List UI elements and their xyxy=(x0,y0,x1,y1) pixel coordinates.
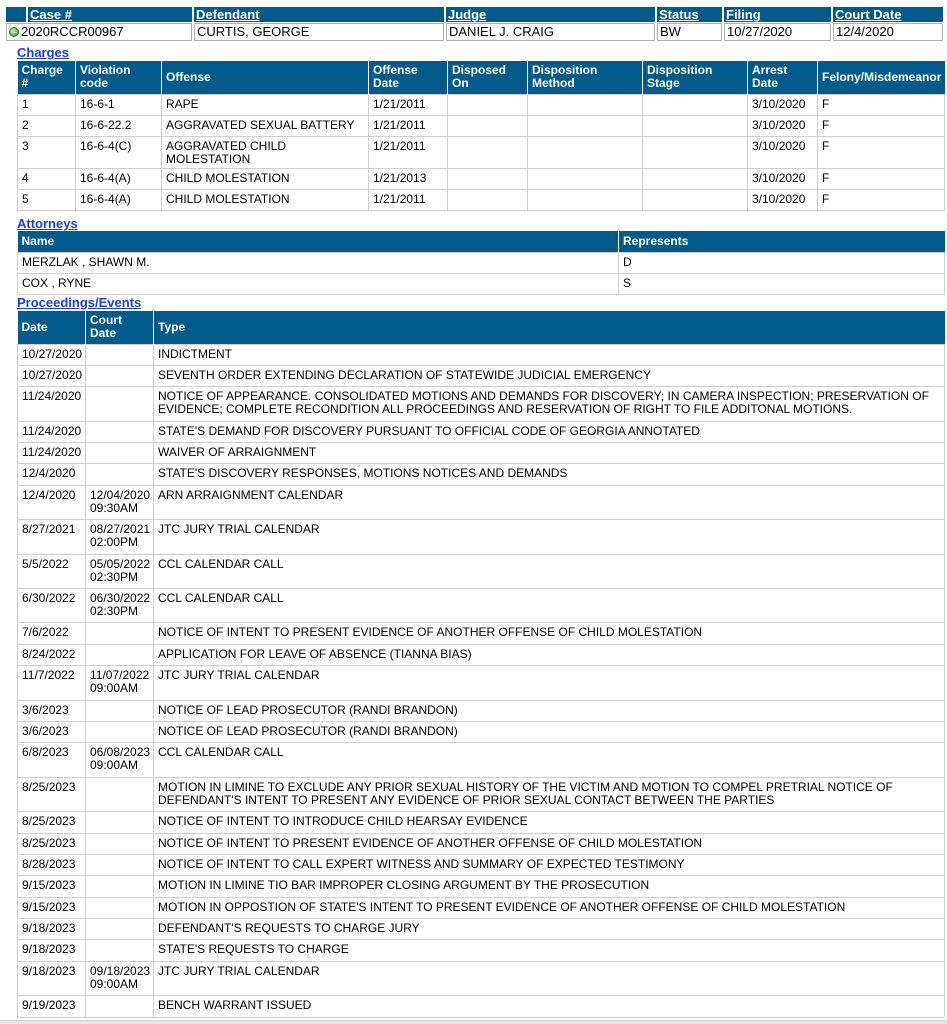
event-date-cell: 9/15/2023 xyxy=(18,876,86,897)
disposition-method-cell xyxy=(528,136,643,168)
sort-filing-link[interactable]: Filing xyxy=(726,7,761,22)
event-type-cell: APPLICATION FOR LEAVE OF ABSENCE (TIANNA BIAS) xyxy=(154,644,945,665)
offense-cell: CHILD MOLESTATION xyxy=(162,168,369,189)
charge-number-cell: 2 xyxy=(18,115,76,136)
event-type-cell: MOTION IN LIMINE TIO BAR IMPROPER CLOSING ARGUMENT BY THE PROSECUTION xyxy=(154,876,945,897)
event-type-cell: ARN ARRAIGNMENT CALENDAR xyxy=(154,485,945,519)
event-date-cell: 8/24/2022 xyxy=(18,644,86,665)
event-row xyxy=(18,812,945,833)
event-type-cell: STATE'S REQUESTS TO CHARGE xyxy=(154,940,945,961)
case-row[interactable] xyxy=(6,23,943,41)
arrest-date-cell: 3/10/2020 xyxy=(748,189,818,210)
arrest-date-cell: 3/10/2020 xyxy=(748,115,818,136)
court-time-value: 09:30AM xyxy=(90,500,139,515)
felony-misdemeanor-cell: F xyxy=(818,94,945,115)
status-cell: BW xyxy=(657,23,722,41)
event-date-cell: 8/25/2023 xyxy=(18,833,86,854)
attorneys-header-row xyxy=(18,231,945,252)
sort-judge-link[interactable]: Judge xyxy=(448,7,487,22)
event-date-cell: 6/8/2023 xyxy=(18,743,86,777)
event-type-cell: MOTION IN LIMINE TO EXCLUDE ANY PRIOR SEXUAL HISTORY OF THE VICTIM AND MOTION TO COMPEL PRETRIAL NOTICE OF DEFENDANT'S INTENT TO PRESENT ANY EVIDENCE OF PRIOR SEXUAL CONTACT BETWEEN THE PARTIES xyxy=(154,777,945,811)
event-row xyxy=(18,387,945,421)
event-date-cell: 9/18/2023 xyxy=(18,919,86,940)
filing-cell: 10/27/2020 xyxy=(724,23,831,41)
event-date-cell: 11/7/2022 xyxy=(18,666,86,700)
sort-court-date-link[interactable]: Court Date xyxy=(835,7,902,22)
disposition-method-cell xyxy=(528,168,643,189)
event-date-cell: 8/25/2023 xyxy=(18,777,86,811)
event-court-date-cell xyxy=(86,520,154,554)
event-type-cell: CCL CALENDAR CALL xyxy=(154,554,945,588)
offense-cell: CHILD MOLESTATION xyxy=(162,189,369,210)
offense-cell: RAPE xyxy=(162,94,369,115)
event-type-cell: CCL CALENDAR CALL xyxy=(154,743,945,777)
defendant-cell: CURTIS, GEORGE xyxy=(194,23,444,41)
disposition-stage-header: Disposition Stage xyxy=(643,61,748,94)
offense-date-cell: 1/21/2013 xyxy=(369,168,448,189)
event-court-date-cell xyxy=(86,961,154,995)
event-row xyxy=(18,421,945,442)
court-time-value: 09:00AM xyxy=(90,758,139,773)
attorney-name-header: Name xyxy=(18,231,619,252)
disposition-method-header: Disposition Method xyxy=(528,61,643,94)
event-type-header: Type xyxy=(154,311,945,344)
event-court-date-cell xyxy=(86,387,154,421)
event-court-date-cell xyxy=(86,421,154,442)
event-date-header: Date xyxy=(18,311,86,344)
event-date-cell: 3/6/2023 xyxy=(18,721,86,742)
event-type-cell: INDICTMENT xyxy=(154,344,945,365)
event-type-cell: BENCH WARRANT ISSUED xyxy=(154,996,945,1017)
event-date-cell: 8/25/2023 xyxy=(18,812,86,833)
event-row xyxy=(18,721,945,742)
attorney-name-cell: COX , RYNE xyxy=(18,273,619,294)
court-time-value: 09:00AM xyxy=(90,976,139,991)
charge-number-cell: 1 xyxy=(18,94,76,115)
represents-cell: S xyxy=(619,273,945,294)
event-date-cell: 8/27/2021 xyxy=(18,520,86,554)
event-court-date-cell xyxy=(86,589,154,623)
attorneys-section-link[interactable]: Attorneys xyxy=(17,216,78,231)
sort-defendant-link[interactable]: Defendant xyxy=(196,7,260,22)
arrest-date-header: Arrest Date xyxy=(748,61,818,94)
charges-header-row xyxy=(18,61,945,94)
disposition-method-cell xyxy=(528,115,643,136)
case-number-cell[interactable] xyxy=(6,23,192,41)
felony-misdemeanor-cell: F xyxy=(818,136,945,168)
event-type-cell: MOTION IN OPPOSTION OF STATE'S INTENT TO PRESENT EVIDENCE OF ANOTHER OFFENSE OF CHILD MOLESTATION xyxy=(154,897,945,918)
offense-date-cell: 1/21/2011 xyxy=(369,136,448,168)
event-row xyxy=(18,485,945,519)
event-type-cell: DEFENDANT'S REQUESTS TO CHARGE JURY xyxy=(154,919,945,940)
event-date-cell: 9/18/2023 xyxy=(18,940,86,961)
case-number-column-header[interactable] xyxy=(28,7,192,22)
event-court-date-cell xyxy=(86,666,154,700)
event-row xyxy=(18,365,945,386)
event-row xyxy=(18,897,945,918)
court-time-value: 02:30PM xyxy=(90,604,139,619)
event-type-cell: JTC JURY TRIAL CALENDAR xyxy=(154,666,945,700)
filing-column-header[interactable] xyxy=(724,7,831,22)
event-type-cell: NOTICE OF INTENT TO PRESENT EVIDENCE OF ANOTHER OFFENSE OF CHILD MOLESTATION xyxy=(154,833,945,854)
page-bottom-divider xyxy=(0,1020,947,1024)
offense-header: Offense xyxy=(162,61,369,94)
event-court-date-cell xyxy=(86,743,154,777)
felony-misdemeanor-cell: F xyxy=(818,115,945,136)
event-row xyxy=(18,344,945,365)
event-row xyxy=(18,623,945,644)
event-date-cell: 11/24/2020 xyxy=(18,421,86,442)
disposition-stage-cell xyxy=(643,189,748,210)
proceedings-events-section-link[interactable]: Proceedings/Events xyxy=(17,295,142,310)
event-row xyxy=(18,554,945,588)
event-type-cell: JTC JURY TRIAL CALENDAR xyxy=(154,961,945,995)
offense-date-cell: 1/21/2011 xyxy=(369,94,448,115)
court-date-value: 06/30/2022 xyxy=(90,591,151,606)
event-row xyxy=(18,777,945,811)
event-court-date-cell xyxy=(86,443,154,464)
court-date-value: 08/27/2021 xyxy=(90,522,151,537)
court-date-value: 11/07/2022 xyxy=(90,668,150,683)
charges-section-link[interactable]: Charges xyxy=(17,45,70,60)
violation-code-cell: 16-6-1 xyxy=(76,94,162,115)
event-court-date-cell xyxy=(86,833,154,854)
event-type-cell: CCL CALENDAR CALL xyxy=(154,589,945,623)
offense-date-cell: 1/21/2011 xyxy=(369,189,448,210)
event-court-date-cell xyxy=(86,721,154,742)
offense-cell: AGGRAVATED SEXUAL BATTERY xyxy=(162,115,369,136)
sort-status-link[interactable]: Status xyxy=(659,7,699,22)
event-court-date-cell xyxy=(86,485,154,519)
event-court-date-header: Court Date xyxy=(86,311,154,344)
attorney-row xyxy=(18,273,945,294)
event-court-date-cell xyxy=(86,344,154,365)
event-court-date-cell xyxy=(86,854,154,875)
event-row xyxy=(18,666,945,700)
event-court-date-cell xyxy=(86,876,154,897)
event-type-cell: JTC JURY TRIAL CALENDAR xyxy=(154,520,945,554)
event-row xyxy=(18,833,945,854)
event-date-cell: 6/30/2022 xyxy=(18,589,86,623)
event-date-cell: 3/6/2023 xyxy=(18,700,86,721)
event-row xyxy=(18,700,945,721)
event-date-cell: 9/19/2023 xyxy=(18,996,86,1017)
court-date-value: 12/04/2020 xyxy=(90,487,151,502)
represents-cell: D xyxy=(619,252,945,273)
attorney-name-cell: MERZLAK , SHAWN M. xyxy=(18,252,619,273)
event-row xyxy=(18,644,945,665)
court-time-value: 09:00AM xyxy=(90,681,139,696)
court-date-column-header[interactable] xyxy=(833,7,943,22)
arrest-date-cell: 3/10/2020 xyxy=(748,168,818,189)
status-column-header[interactable] xyxy=(657,7,722,22)
charge-row xyxy=(18,136,945,168)
charge-row xyxy=(18,115,945,136)
event-type-cell: NOTICE OF INTENT TO INTRODUCE CHILD HEARSAY EVIDENCE xyxy=(154,812,945,833)
disposed-on-cell xyxy=(448,168,528,189)
violation-code-cell: 16-6-4(A) xyxy=(76,189,162,210)
event-date-cell: 9/18/2023 xyxy=(18,961,86,995)
offense-cell: AGGRAVATED CHILD MOLESTATION xyxy=(162,136,369,168)
proceedings-events-table xyxy=(17,311,945,1018)
event-row xyxy=(18,919,945,940)
charge-row xyxy=(18,94,945,115)
event-date-cell: 10/27/2020 xyxy=(18,344,86,365)
event-type-cell: WAIVER OF ARRAIGNMENT xyxy=(154,443,945,464)
disposition-stage-cell xyxy=(643,136,748,168)
event-court-date-cell xyxy=(86,623,154,644)
disposed-on-cell xyxy=(448,94,528,115)
arrest-date-cell: 3/10/2020 xyxy=(748,136,818,168)
disposed-on-cell xyxy=(448,189,528,210)
event-date-cell: 5/5/2022 xyxy=(18,554,86,588)
disposed-on-header: Disposed On xyxy=(448,61,528,94)
select-column-header xyxy=(6,7,26,22)
event-date-cell: 11/24/2020 xyxy=(18,443,86,464)
charge-number-header: Charge # xyxy=(18,61,76,94)
offense-date-cell: 1/21/2011 xyxy=(369,115,448,136)
event-date-cell: 10/27/2020 xyxy=(18,365,86,386)
event-type-cell: NOTICE OF INTENT TO CALL EXPERT WITNESS AND SUMMARY OF EXPECTED TESTIMONY xyxy=(154,854,945,875)
offense-date-header: Offense Date xyxy=(369,61,448,94)
attorney-row xyxy=(18,252,945,273)
charge-number-cell: 4 xyxy=(18,168,76,189)
event-type-cell: SEVENTH ORDER EXTENDING DECLARATION OF STATEWIDE JUDICIAL EMERGENCY xyxy=(154,365,945,386)
event-type-cell: NOTICE OF APPEARANCE. CONSOLIDATED MOTIONS AND DEMANDS FOR DISCOVERY; IN CAMERA INSPECTION; PRESERVATION OF EVIDENCE; COMPLETE RECONDITION ALL PROCEEDINGS AND RESERVATION OF RIGHT TO FILE ADDITONAL MOTIONS. xyxy=(154,387,945,421)
event-court-date-cell xyxy=(86,996,154,1017)
event-row xyxy=(18,520,945,554)
attorneys-body xyxy=(18,252,945,294)
charges-table xyxy=(17,61,945,211)
event-row xyxy=(18,940,945,961)
events-header-row xyxy=(18,311,945,344)
event-date-cell: 11/24/2020 xyxy=(18,387,86,421)
event-row xyxy=(18,743,945,777)
event-type-cell: NOTICE OF LEAD PROSECUTOR (RANDI BRANDON) xyxy=(154,700,945,721)
event-row xyxy=(18,876,945,897)
judge-cell: DANIEL J. CRAIG xyxy=(446,23,655,41)
court-time-value: 02:30PM xyxy=(90,569,139,584)
arrest-date-cell: 3/10/2020 xyxy=(748,94,818,115)
event-court-date-cell xyxy=(86,919,154,940)
event-row xyxy=(18,589,945,623)
charge-row xyxy=(18,189,945,210)
event-row xyxy=(18,443,945,464)
court-date-value: 06/08/2023 xyxy=(90,745,151,760)
event-row xyxy=(18,854,945,875)
event-court-date-cell xyxy=(86,644,154,665)
event-date-cell: 7/6/2022 xyxy=(18,623,86,644)
charge-number-cell: 5 xyxy=(18,189,76,210)
court-date-value: 09/18/2023 xyxy=(90,963,151,978)
event-court-date-cell xyxy=(86,700,154,721)
event-type-cell: NOTICE OF INTENT TO PRESENT EVIDENCE OF ANOTHER OFFENSE OF CHILD MOLESTATION xyxy=(154,623,945,644)
disposed-on-cell xyxy=(448,136,528,168)
court-date-cell: 12/4/2020 xyxy=(833,23,943,41)
charge-row xyxy=(18,168,945,189)
court-time-value: 02:00PM xyxy=(90,535,139,550)
felony-misdemeanor-cell: F xyxy=(818,168,945,189)
event-court-date-cell xyxy=(86,897,154,918)
event-court-date-cell xyxy=(86,365,154,386)
case-summary-table xyxy=(4,6,945,42)
felony-misdemeanor-cell: F xyxy=(818,189,945,210)
disposition-stage-cell xyxy=(643,94,748,115)
event-row xyxy=(18,961,945,995)
event-court-date-cell xyxy=(86,940,154,961)
event-row xyxy=(18,996,945,1017)
event-court-date-cell xyxy=(86,554,154,588)
violation-code-cell: 16-6-4(A) xyxy=(76,168,162,189)
charge-number-cell: 3 xyxy=(18,136,76,168)
collapse-toggle-icon[interactable] xyxy=(9,27,19,37)
event-type-cell: NOTICE OF LEAD PROSECUTOR (RANDI BRANDON) xyxy=(154,721,945,742)
attorneys-table xyxy=(17,231,945,295)
charges-body xyxy=(18,94,945,210)
violation-code-header: Violation code xyxy=(76,61,162,94)
sort-case-number-link[interactable]: Case # xyxy=(30,7,72,22)
violation-code-cell: 16-6-22.2 xyxy=(76,115,162,136)
event-court-date-cell xyxy=(86,464,154,485)
disposition-stage-cell xyxy=(643,115,748,136)
represents-header: Represents xyxy=(619,231,945,252)
event-date-cell: 9/15/2023 xyxy=(18,897,86,918)
disposition-stage-cell xyxy=(643,168,748,189)
disposition-method-cell xyxy=(528,94,643,115)
judge-column-header[interactable] xyxy=(446,7,655,22)
violation-code-cell: 16-6-4(C) xyxy=(76,136,162,168)
event-court-date-cell xyxy=(86,812,154,833)
disposed-on-cell xyxy=(448,115,528,136)
defendant-column-header[interactable] xyxy=(194,7,444,22)
event-court-date-cell xyxy=(86,777,154,811)
event-type-cell: STATE'S DEMAND FOR DISCOVERY PURSUANT TO OFFICIAL CODE OF GEORGIA ANNOTATED xyxy=(154,421,945,442)
event-date-cell: 12/4/2020 xyxy=(18,485,86,519)
event-date-cell: 8/28/2023 xyxy=(18,854,86,875)
events-body xyxy=(18,344,945,1017)
event-row xyxy=(18,464,945,485)
event-type-cell: STATE'S DISCOVERY RESPONSES, MOTIONS NOTICES AND DEMANDS xyxy=(154,464,945,485)
court-date-value: 05/05/2022 xyxy=(90,556,151,571)
disposition-method-cell xyxy=(528,189,643,210)
felony-misdemeanor-header: Felony/Misdemeanor xyxy=(818,61,945,94)
case-number: 2020RCCR00967 xyxy=(21,24,124,39)
event-date-cell: 12/4/2020 xyxy=(18,464,86,485)
